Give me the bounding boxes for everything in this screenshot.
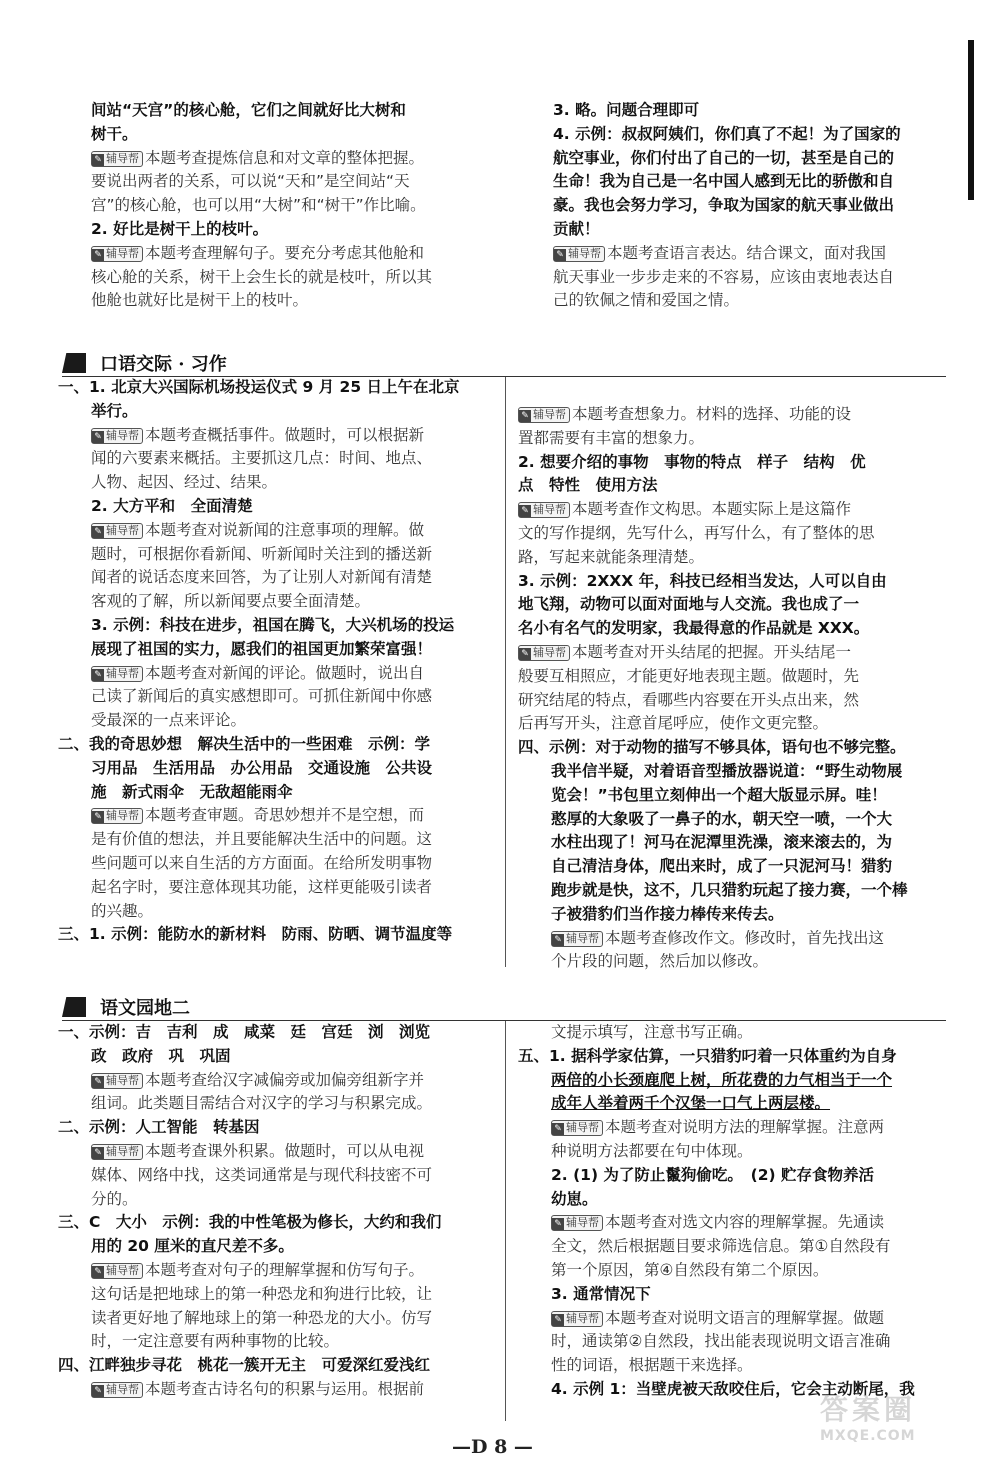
line-text: 本题考查对说明方法的理解掌握。注意两 [605, 1118, 885, 1137]
book-icon: ✎ [552, 1314, 564, 1326]
explanation-line [58, 1188, 498, 1212]
book-icon: ✎ [92, 669, 104, 681]
explanation-line [58, 1069, 498, 1093]
hint-tag [91, 428, 143, 444]
hint-tag [91, 246, 143, 262]
answer-line [58, 400, 498, 424]
line-text: 3. 示例：2XXX 年，科技已经相当发达，人可以自由 [518, 571, 887, 590]
line-text: 是有价值的想法，并且要能解决生活中的问题。这 [91, 830, 433, 849]
line-text: 种说明方法都要在句中体现。 [551, 1141, 753, 1160]
watermark [820, 1388, 980, 1458]
line-text: 自己清洁身体，爬出来时，成了一只泥河马！猎豹 [551, 857, 893, 876]
line-text: 3. 示例：科技在进步，祖国在腾飞，大兴机场的投运 [91, 615, 455, 634]
answer-line [518, 1092, 950, 1116]
answer-line [518, 1069, 950, 1093]
section-marker-icon [62, 997, 86, 1017]
hint-tag-label: 辅导帮 [106, 246, 139, 260]
line-text: 4. 示例 1：当壁虎被天敌咬住后，它会主动断尾，我 [551, 1379, 915, 1398]
section-heading-oral [62, 349, 227, 377]
line-text: 施 新式雨伞 无敌超能雨伞 [91, 782, 293, 801]
line-text: 个片段的问题，然后加以修改。 [551, 952, 769, 971]
explanation-line [58, 170, 498, 194]
answer-line [553, 218, 953, 242]
answer-line [58, 614, 498, 638]
explanation-line [518, 1140, 950, 1164]
line-text: 三、1. 示例：能防水的新材料 防雨、防晒、调节温度等 [58, 925, 453, 944]
answer-line [553, 147, 953, 171]
answer-line [58, 1235, 498, 1259]
watermark-url: MXQE.COM [820, 1428, 916, 1444]
line-text: 要说出两者的关系，可以说“天和”是空间站“天 [91, 172, 410, 191]
explanation-line [58, 1307, 498, 1331]
section-title: 口语交际 · 习作 [100, 354, 227, 375]
hint-tag [551, 1120, 603, 1136]
top-left-column [58, 99, 498, 313]
line-text: 地飞翔，动物可以面对面地与人交流。我也成了一 [518, 595, 860, 614]
explanation-line [58, 1140, 498, 1164]
book-icon: ✎ [92, 526, 104, 538]
line-text: 我半信半疑，对着语音型播放器说道：“野生动物展 [551, 761, 903, 780]
line-text: 受最深的一点来评论。 [91, 711, 247, 730]
line-text: 览会！”书包里立刻伸出一个超大版显示屏。哇！ [551, 785, 887, 804]
explanation-line [518, 712, 950, 736]
book-icon: ✎ [554, 249, 566, 261]
hint-tag-label: 辅导帮 [568, 246, 601, 260]
explanation-line [58, 1330, 498, 1354]
hint-tag-label: 辅导帮 [566, 1216, 599, 1230]
line-text: 用的 20 厘米的直尺差不多。 [91, 1237, 294, 1256]
line-text: 文的写作提纲，先写什么，再写什么，有了整体的思 [518, 523, 875, 542]
line-text: 本题考查语言表达。结合课文，面对我国 [607, 243, 887, 262]
line-text: 本题考查想象力。材料的选择、功能的设 [572, 405, 852, 423]
answer-line [58, 757, 498, 781]
hint-tag [91, 523, 143, 539]
line-text: 2. 大方平和 全面清楚 [91, 496, 253, 515]
book-icon: ✎ [552, 1218, 564, 1230]
answer-line [58, 733, 498, 757]
section2-left-column [58, 1021, 498, 1402]
answer-line [518, 760, 950, 784]
section-marker-icon [62, 353, 86, 373]
hint-tag [91, 1263, 143, 1279]
line-text: 置都需要有丰富的想象力。 [518, 428, 705, 447]
line-text: 的兴趣。 [91, 901, 154, 920]
line-text: 客观的了解，所以新闻要点要全面清楚。 [91, 592, 371, 611]
hint-tag-label: 辅导帮 [533, 503, 566, 517]
line-text: 起名字时，要注意体现其功能，这样更能吸引读者 [91, 877, 433, 896]
line-text: 习用品 生活用品 办公用品 交通设施 公共设 [91, 758, 433, 777]
line-text: 第一个原因，第④自然段有第二个原因。 [551, 1260, 829, 1279]
explanation-line [518, 1116, 950, 1140]
explanation-line [518, 546, 950, 570]
answer-line [518, 1188, 950, 1212]
line-text: 本题考查对新闻的评论。做题时，说出自 [145, 663, 425, 682]
answer-line [58, 1211, 498, 1235]
line-text: 本题考查对说明文语言的理解掌握。做题 [605, 1308, 885, 1327]
line-text: 豪。我也会努力学习，争取为国家的航天事业做出 [553, 196, 895, 215]
book-icon: ✎ [92, 154, 104, 166]
watermark-title: 答案圈 [820, 1393, 917, 1426]
column-divider [505, 1021, 506, 1421]
answer-line [58, 1116, 498, 1140]
line-text: 本题考查修改作文。修改时，首先找出这 [605, 928, 885, 947]
line-text: 举行。 [91, 401, 138, 420]
line-text: 人物、起因、经过、结果。 [91, 473, 278, 492]
book-icon: ✎ [519, 648, 531, 660]
line-text: 两倍的小长颈鹿爬上树，所花费的力气相当于一个 [551, 1070, 893, 1089]
line-text: 五、1. 据科学家估算，一只猎豹叼着一只体重约为自身 [518, 1046, 897, 1065]
explanation-line [518, 522, 950, 546]
line-text: 名小有名气的发明家，我最得意的作品就是 XXX。 [518, 619, 870, 638]
explanation-line [518, 950, 950, 974]
answer-line [518, 570, 950, 594]
answer-line [518, 784, 950, 808]
book-icon: ✎ [92, 249, 104, 261]
book-icon: ✎ [552, 1123, 564, 1135]
answer-line [58, 218, 498, 242]
book-icon: ✎ [92, 431, 104, 443]
answer-line [518, 808, 950, 832]
line-text: 己的钦佩之情和爱国之情。 [553, 291, 740, 310]
answer-line [58, 781, 498, 805]
line-text: 3. 略。问题合理即可 [553, 101, 700, 119]
answer-line [58, 123, 498, 147]
hint-tag-label: 辅导帮 [106, 1073, 139, 1087]
answer-line [518, 831, 950, 855]
book-icon: ✎ [92, 1266, 104, 1278]
line-text: 本题考查对说新闻的注意事项的理解。做 [145, 520, 425, 539]
hint-tag [91, 666, 143, 682]
line-text: 三、C 大小 示例：我的中性笔极为修长，大约和我们 [58, 1213, 442, 1232]
answer-line [58, 1045, 498, 1069]
hint-tag [551, 1311, 603, 1327]
line-text: 3. 通常情况下 [551, 1284, 651, 1303]
explanation-line [518, 427, 950, 451]
answer-line [518, 855, 950, 879]
answer-line [518, 879, 950, 903]
hint-tag [91, 151, 143, 167]
book-icon: ✎ [92, 1385, 104, 1397]
explanation-line [58, 828, 498, 852]
hint-tag [91, 1382, 143, 1398]
explanation-line [58, 147, 498, 171]
line-text: 分的。 [91, 1189, 138, 1208]
line-text: 生命！我为自己是一名中国人感到无比的骄傲和自 [553, 172, 895, 191]
line-text: 憨厚的大象吸了一鼻子的水，朝天空一喷，一个大 [551, 809, 893, 828]
line-text: 二、示例：人工智能 转基因 [58, 1118, 260, 1137]
explanation-line [58, 1259, 498, 1283]
explanation-line [518, 1211, 950, 1235]
hint-tag-label: 辅导帮 [106, 428, 139, 442]
hint-tag-label: 辅导帮 [566, 1121, 599, 1135]
top-right-column [553, 99, 953, 313]
line-text: 航空事业，你们付出了自己的一切，甚至是自己的 [553, 148, 895, 167]
line-text: 展现了祖国的实力，愿我们的祖国更加繁荣富强！ [91, 639, 433, 658]
explanation-line [58, 1092, 498, 1116]
page-edge-bar [968, 40, 974, 200]
line-text: 政 政府 巩 巩固 [91, 1046, 231, 1065]
line-text: 本题考查给汉字减偏旁或加偏旁组新字并 [145, 1070, 425, 1089]
hint-tag-label: 辅导帮 [106, 1144, 139, 1158]
line-text: 贡献！ [553, 219, 600, 238]
explanation-line [518, 665, 950, 689]
answer-line [58, 99, 498, 123]
answer-line [553, 99, 953, 123]
answer-line [518, 903, 950, 927]
hint-tag-label: 辅导帮 [106, 1382, 139, 1396]
line-text: 闻的六要素来概括。主要抓这几点：时间、地点、 [91, 449, 433, 468]
line-text: 2. 想要介绍的事物 事物的特点 样子 结构 优 [518, 452, 866, 471]
line-text: 2. 好比是树干上的枝叶。 [91, 219, 269, 238]
hint-tag [553, 246, 605, 262]
line-text: 间站“天宫”的核心舱，它们之间就好比大树和 [91, 101, 406, 119]
line-text: 读者更好地了解地球上的第一种恐龙的大小。仿写 [91, 1308, 433, 1327]
explanation-line [553, 242, 953, 266]
line-text: 他舱也就好比是树干上的枝叶。 [91, 291, 309, 310]
line-text: 四、江畔独步寻花 桃花一簇开无主 可爱深红爱浅红 [58, 1356, 431, 1375]
hint-tag-label: 辅导帮 [533, 408, 566, 421]
hint-tag [551, 931, 603, 947]
answer-line [518, 593, 950, 617]
hint-tag-label: 辅导帮 [533, 645, 566, 659]
line-text: 2. (1) 为了防止鬣狗偷吃。 (2) 贮存食物养活 [551, 1165, 875, 1184]
line-text: 这句话是把地球上的第一种恐龙和狗进行比较，让 [91, 1284, 433, 1303]
answer-line [518, 1164, 950, 1188]
line-text: 点 特性 使用方法 [518, 476, 658, 495]
line-text: 时，一定注意要有两种事物的比较。 [91, 1332, 340, 1351]
page-number: —D 8 — [452, 1436, 533, 1458]
line-text: 成年人举着两千个汉堡一口气上两层楼。 [551, 1094, 831, 1113]
line-text: 4. 示例：叔叔阿姨们，你们真了不起！为了国家的 [553, 124, 901, 143]
hint-tag-label: 辅导帮 [106, 523, 139, 537]
explanation-line [58, 424, 498, 448]
line-text: 本题考查概括事件。做题时，可以根据新 [145, 425, 425, 444]
line-text: 本题考查作文构思。本题实际上是这篇作 [572, 500, 852, 519]
explanation-line [58, 447, 498, 471]
explanation-line [518, 1330, 950, 1354]
answer-line [58, 638, 498, 662]
line-text: 媒体、网络中找，这类词通常是与现代科技密不可 [91, 1165, 433, 1184]
hint-tag [91, 1073, 143, 1089]
explanation-line [58, 685, 498, 709]
answer-line [518, 736, 950, 760]
line-text: 题时，可根据你看新闻、听新闻时关注到的播送新 [91, 544, 433, 563]
line-text: 一、示例：吉 吉利 成 咸菜 廷 宫廷 浏 浏览 [58, 1023, 431, 1041]
hint-tag [91, 808, 143, 824]
answer-line [518, 617, 950, 641]
explanation-line [518, 1021, 950, 1045]
answer-line [518, 451, 950, 475]
explanation-line [58, 519, 498, 543]
line-text: 树干。 [91, 124, 138, 143]
explanation-line [58, 266, 498, 290]
line-text: 本题考查课外积累。做题时，可以从电视 [145, 1141, 425, 1160]
hint-tag-label: 辅导帮 [106, 809, 139, 823]
section1-right-column [518, 403, 950, 974]
line-text: 航天事业一步步走来的不容易，应该由衷地表达自 [553, 267, 895, 286]
book-icon: ✎ [552, 934, 564, 946]
explanation-line [518, 1354, 950, 1378]
book-icon: ✎ [519, 410, 531, 422]
line-text: 路，写起来就能条理清楚。 [518, 547, 705, 566]
explanation-line [58, 289, 498, 313]
line-text: 本题考查理解句子。要充分考虑其他舱和 [145, 243, 425, 262]
hint-tag-label: 辅导帮 [106, 1263, 139, 1277]
hint-tag [551, 1215, 603, 1231]
explanation-line [58, 1378, 498, 1402]
explanation-line [553, 266, 953, 290]
column-divider [505, 377, 506, 967]
explanation-line [58, 1283, 498, 1307]
section1-left-column [58, 376, 498, 947]
answer-line [518, 1045, 950, 1069]
explanation-line [518, 403, 950, 427]
section-title: 语文园地二 [100, 998, 190, 1019]
answer-line [58, 376, 498, 400]
explanation-line [518, 927, 950, 951]
hint-tag-label: 辅导帮 [106, 666, 139, 680]
answer-line [518, 1283, 950, 1307]
line-text: 子被猎豹们当作接力棒传来传去。 [551, 904, 784, 923]
answer-line [553, 170, 953, 194]
line-text: 些问题可以来自生活的方方面面。在给所发明事物 [91, 853, 433, 872]
answer-line [58, 923, 498, 947]
explanation-line [518, 1235, 950, 1259]
answer-line [58, 1021, 498, 1045]
explanation-line [58, 590, 498, 614]
hint-tag-label: 辅导帮 [566, 931, 599, 945]
line-text: 本题考查古诗名句的积累与运用。根据前 [145, 1379, 425, 1398]
line-text: 本题考查对选文内容的理解掌握。先通读 [605, 1213, 885, 1232]
line-text: 本题考查对开头结尾的把握。开头结尾一 [572, 642, 852, 661]
answer-line [553, 194, 953, 218]
line-text: 四、示例：对于动物的描写不够具体，语句也不够完整。 [518, 738, 906, 757]
section-heading-yuwen [62, 993, 190, 1021]
explanation-line [58, 876, 498, 900]
line-text: 时，通读第②自然段，找出能表现说明文语言准确 [551, 1332, 891, 1351]
answer-line [553, 123, 953, 147]
explanation-line [553, 289, 953, 313]
explanation-line [58, 662, 498, 686]
hint-tag [518, 407, 570, 423]
answer-line [58, 495, 498, 519]
hint-tag-label: 辅导帮 [566, 1311, 599, 1325]
line-text: 本题考查审题。奇思妙想并不是空想，而 [145, 806, 425, 825]
explanation-line [518, 641, 950, 665]
line-text: 性的词语，根据题干来选择。 [551, 1356, 753, 1375]
explanation-line [58, 804, 498, 828]
line-text: 己读了新闻后的真实感想即可。可抓住新闻中你感 [91, 687, 433, 706]
line-text: 二、我的奇思妙想 解决生活中的一些困难 示例：学 [58, 734, 431, 753]
explanation-line [518, 689, 950, 713]
explanation-line [518, 498, 950, 522]
book-icon: ✎ [92, 1076, 104, 1088]
section2-right-column [518, 1021, 950, 1402]
line-text: 后再写开头，注意首尾呼应，使作文更完整。 [518, 714, 829, 733]
explanation-line [518, 1259, 950, 1283]
line-text: 全文，然后根据题目要求筛选信息。第①自然段有 [551, 1237, 891, 1256]
explanation-line [58, 194, 498, 218]
explanation-line [58, 709, 498, 733]
explanation-line [58, 900, 498, 924]
book-icon: ✎ [92, 811, 104, 823]
line-text: 本题考查对句子的理解掌握和仿写句子。 [145, 1260, 425, 1279]
explanation-line [58, 1164, 498, 1188]
explanation-line [58, 852, 498, 876]
line-text: 幼崽。 [551, 1189, 598, 1208]
answer-line [518, 474, 950, 498]
explanation-line [58, 566, 498, 590]
hint-tag [518, 502, 570, 518]
line-text: 文提示填写，注意书写正确。 [551, 1023, 753, 1041]
line-text: 组词。此类题目需结合对汉字的学习与积累完成。 [91, 1094, 433, 1113]
hint-tag [518, 645, 570, 661]
hint-tag-label: 辅导帮 [106, 151, 139, 165]
line-text: 般要互相照应，才能更好地表现主题。做题时，先 [518, 666, 860, 685]
line-text: 本题考查提炼信息和对文章的整体把握。 [145, 148, 425, 167]
book-icon: ✎ [519, 505, 531, 517]
explanation-line [518, 1307, 950, 1331]
answer-line [58, 1354, 498, 1378]
line-text: 闻者的说话态度来回答，为了让别人对新闻有清楚 [91, 568, 433, 587]
line-text: 宫”的核心舱，也可以用“大树”和“树干”作比喻。 [91, 196, 426, 215]
line-text: 水柱出现了！河马在泥潭里洗澡，滚来滚去的，为 [551, 833, 893, 852]
explanation-line [58, 543, 498, 567]
explanation-line [58, 471, 498, 495]
explanation-line [58, 242, 498, 266]
line-text: 跑步就是快，这不，几只猎豹玩起了接力赛，一个棒 [551, 880, 908, 899]
line-text: 一、1. 北京大兴国际机场投运仪式 9 月 25 日上午在北京 [58, 378, 460, 396]
book-icon: ✎ [92, 1147, 104, 1159]
hint-tag [91, 1144, 143, 1160]
line-text: 核心舱的关系，树干上会生长的就是枝叶，所以其 [91, 267, 433, 286]
line-text: 研究结尾的特点，看哪些内容要在开头点出来，然 [518, 690, 860, 709]
